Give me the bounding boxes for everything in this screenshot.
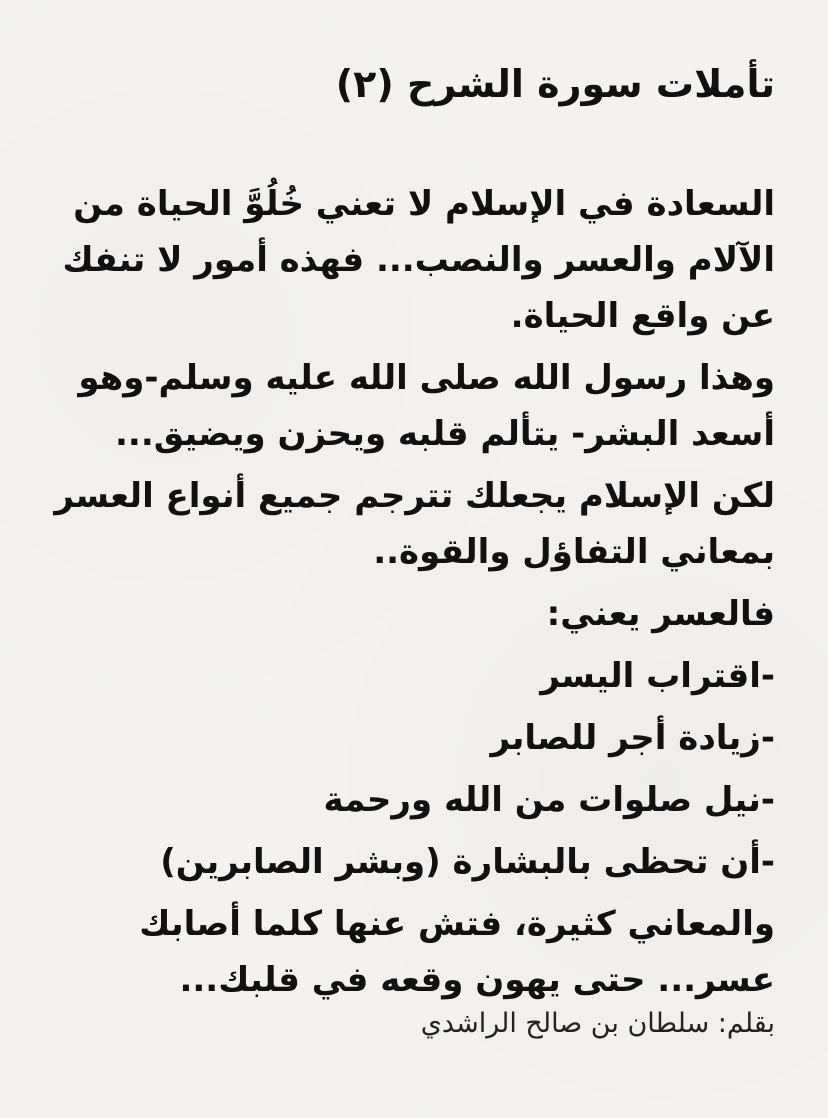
- paragraph-prophet: [75, 350, 775, 462]
- paragraph-happiness: [62, 176, 775, 344]
- text-line: والمعاني كثيرة، فتش عنها كلما أصابك: [139, 904, 775, 944]
- text-line: -نيل صلوات من الله ورحمة: [323, 780, 775, 820]
- text-line: وهذا رسول الله صلى الله عليه وسلم-وهو: [78, 358, 775, 398]
- note-body: [54, 176, 775, 1014]
- list-heading: [75, 586, 775, 642]
- text-line: فالعسر يعني:: [546, 594, 775, 634]
- author-signature: بقلم: سلطان بن صالح الراشدي: [420, 1008, 775, 1039]
- text-line: عسر... حتى يهون وقعه في قلبك...: [179, 960, 775, 1000]
- text-line: أسعد البشر- يتألم قلبه ويحزن ويضيق...: [115, 414, 775, 454]
- note-title: تأملات سورة الشرح (٢): [335, 62, 775, 106]
- text-line: الآلام والعسر والنصب... فهذه أمور لا تنفك: [62, 240, 775, 280]
- text-line: بمعاني التفاؤل والقوة..: [373, 532, 775, 572]
- list-item-mercy: [75, 772, 775, 828]
- list-item-ease: [75, 648, 775, 704]
- text-line: -اقتراب اليسر: [540, 656, 775, 696]
- list-item-reward: [75, 710, 775, 766]
- text-line: لكن الإسلام يجعلك تترجم جميع أنواع العسر: [54, 476, 775, 516]
- text-line: السعادة في الإسلام لا تعني خُلُوَّ الحياة من: [73, 184, 775, 224]
- text-line: -أن تحظى بالبشارة (وبشر الصابرين): [160, 842, 775, 882]
- paragraph-islam: [54, 468, 775, 580]
- list-item-glad-tidings: [75, 834, 775, 890]
- paragraph-meanings: [75, 896, 775, 1008]
- text-line: -زيادة أجر للصابر: [490, 718, 775, 758]
- text-line: عن واقع الحياة.: [510, 296, 775, 336]
